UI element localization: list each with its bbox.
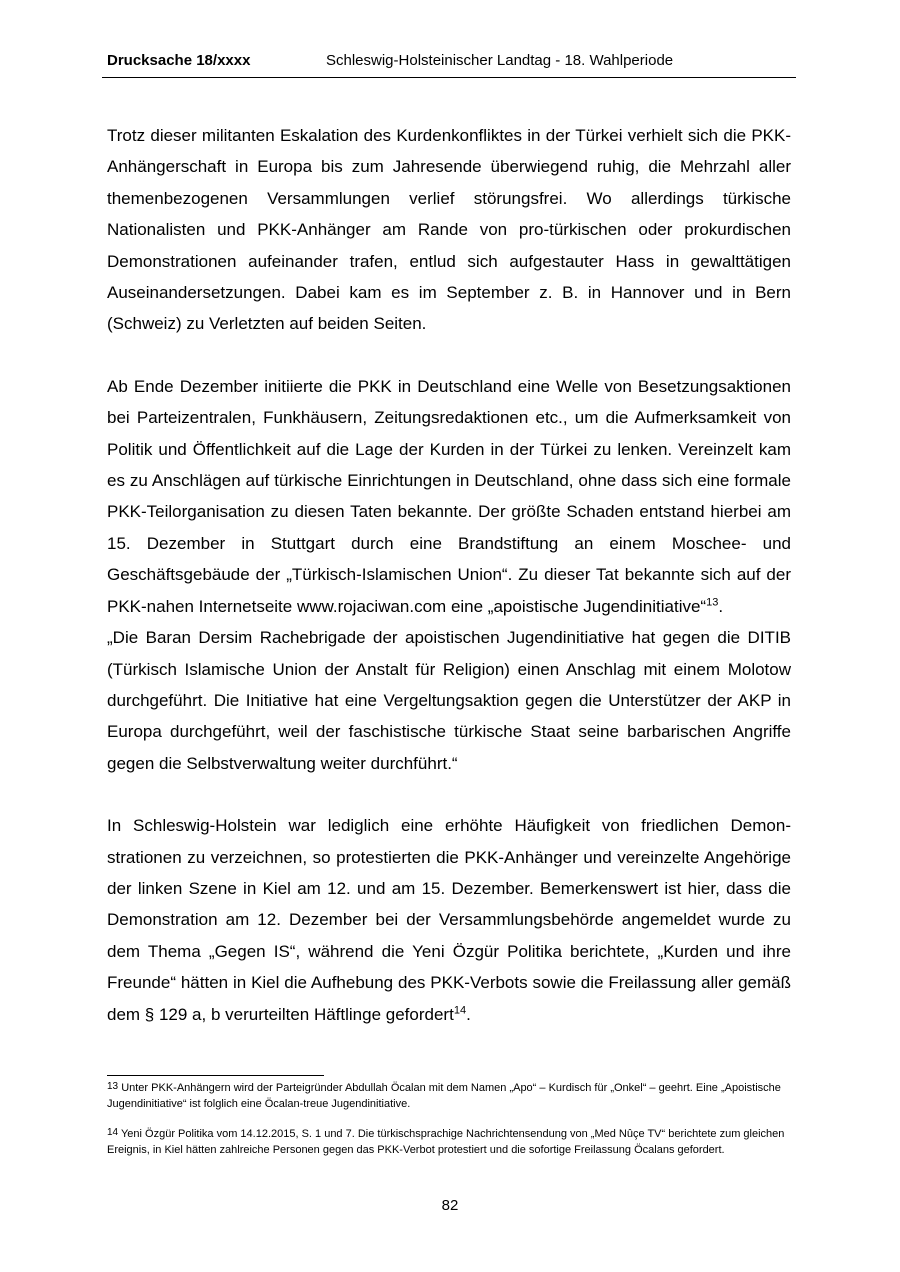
footnote-reference[interactable]: 14: [453, 1003, 467, 1016]
paragraph-text: Trotz dieser militanten Eskalation des Kurdenkonfliktes in der Türkei verhielt sich die PKK-Anhängerschaft in Europa bis zum Jahresende überwiegend ruhig, die Mehrzahl aller themenbezogenen Versammlungen verlief störungsfrei. Wo allerdings türkische Nationalisten und PKK-Anhänger am Rande von pro-türkischen oder prokurdischen Demonstrationen aufeinander trafen, entlud sich aufgestauter Hass in gewalttätigen Auseinandersetzungen. Dabei kam es im September z. B. in Hannover und in Bern (Schweiz) zu Verletzten auf beiden Seiten.: [107, 126, 791, 334]
document-number: Drucksache 18/xxxx: [107, 52, 251, 69]
footnote-number: 14: [107, 1127, 119, 1138]
footnote-separator: [107, 1075, 324, 1076]
footnote-13: [107, 1080, 791, 1112]
paragraph-text: In Schleswig-Holstein war lediglich eine erhöhte Häufigkeit von friedlichen Demonstrationen zu verzeichnen, so protestierten die PKK-Anhänger und vereinzelte Angehörige der linken Szene in Kiel am 12. und am 15. Dezember. Bemerkenswert ist hier, dass die Demonstration am 12. Dezember bei der Versammlungsbehörde angemeldet wurde zu dem Thema „Gegen IS“, während die Yeni Özgür Politika berichtete, „Kurden und ihre Freunde“ hätten in Kiel die Aufhebung des PKK-Verbots sowie die Freilassung aller gemäß dem § 129 a, b verurteilten Häftlinge gefordert: [107, 816, 791, 1024]
footnote-text: Unter PKK-Anhängern wird der Parteigründer Abdullah Öcalan mit dem Namen „Apo“ – Kurdisch für „Onkel“ – geehrt. Eine „Apoistische Jugendinitiative“ ist folglich eine Öcalan-treue Jugendinitiative.: [107, 1082, 781, 1110]
footnote-text: Yeni Özgür Politika vom 14.12.2015, S. 1 und 7. Die türkischsprachige Nachrichtensendung von „Med Nûçe TV“ berichtete zum gleichen Ereignis, in Kiel hätten zahlreiche Personen gegen das PKK-Verbot protestiert und die sofortige Freilassung Öcalans gefordert.: [107, 1128, 785, 1156]
footnotes: [107, 1080, 791, 1158]
paragraph: [107, 810, 791, 1030]
footnote-number: 13: [107, 1081, 119, 1092]
paragraph: [107, 120, 791, 340]
footnote-reference[interactable]: 13: [706, 596, 719, 609]
paragraph-text: Ab Ende Dezember initiierte die PKK in Deutschland eine Welle von Besetzungsaktionen bei Parteizentralen, Funkhäusern, Zeitungsredaktionen etc., um die Aufmerksamkeit von Politik und Öffentlichkeit auf die Lage der Kurden in der Türkei zu lenken. Vereinzelt kam es zu Anschlägen auf türkische Einrichtungen in Deutschland, ohne dass sich eine formale PKK-Teilorganisation zu diesen Taten bekannte. Der größte Schaden entstand hierbei am 15. Dezember in Stuttgart durch eine Brandstiftung an einem Moschee- und Geschäftsgebäude der „Türkisch-Islamischen Union“. Zu dieser Tat bekannte sich auf der PKK-nahen Internetseite www.rojaciwan.com eine „apoistische Jugendinitiative“: [107, 376, 791, 616]
paragraph-text: „Die Baran Dersim Rachebrigade der apoistischen Jugendinitiative hat gegen die DITIB (Türkisch Islamische Union der Anstalt für Religion) einen Anschlag mit einem Molotow durchgeführt. Die Initiative hat eine Vergeltungsaktion gegen die Unterstützer der AKP in Europa durchgeführt, weil der faschistische türkische Staat seine barbarischen Angriffe gegen die Selbstverwaltung weiter durchführt.“: [107, 628, 791, 773]
header-title: Schleswig-Holsteinischer Landtag - 18. Wahlperiode: [326, 52, 674, 69]
punctuation: .: [718, 596, 724, 616]
page-number: 82: [441, 1197, 459, 1214]
paragraph: [107, 371, 791, 622]
page-header: [102, 52, 796, 78]
footnote-14: [107, 1126, 791, 1158]
punctuation: .: [466, 1004, 471, 1024]
body-text: [107, 120, 791, 1030]
quotation-paragraph: [107, 622, 791, 779]
